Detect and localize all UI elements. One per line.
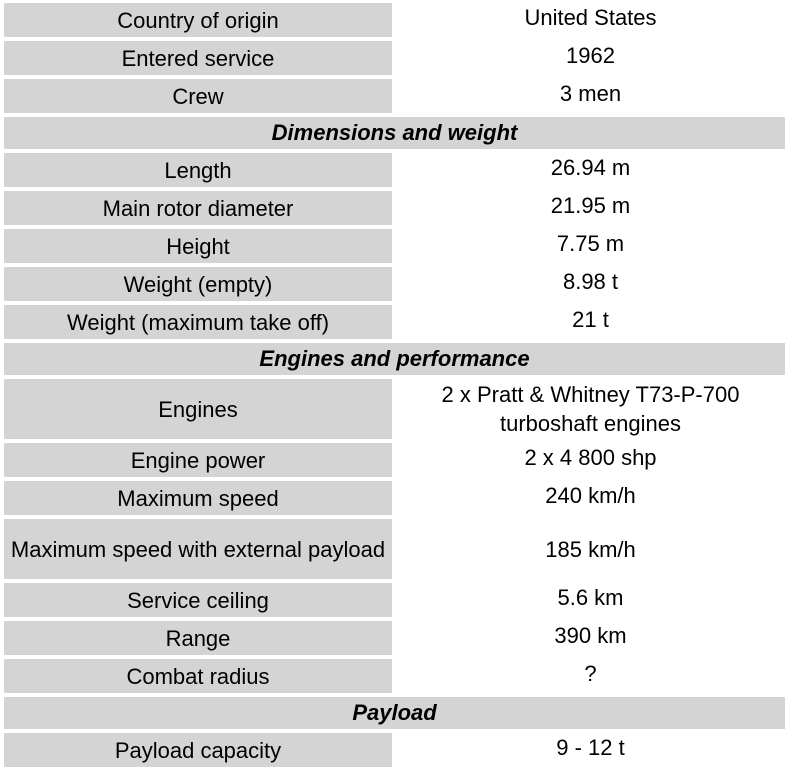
row-value: 5.6 km: [396, 583, 785, 617]
row-value: 26.94 m: [396, 153, 785, 187]
row-label: Crew: [4, 79, 392, 113]
section-header-payload: Payload: [4, 697, 785, 729]
table-row: [4, 153, 785, 187]
row-label: Weight (empty): [4, 267, 392, 301]
row-label: Engines: [4, 379, 392, 439]
row-label: Maximum speed with external payload: [4, 519, 392, 579]
row-value: 1962: [396, 41, 785, 75]
row-value: ?: [396, 659, 785, 693]
row-value: United States: [396, 3, 785, 37]
row-label: Length: [4, 153, 392, 187]
table-row: [4, 191, 785, 225]
row-value: 8.98 t: [396, 267, 785, 301]
row-label: Engine power: [4, 443, 392, 477]
row-label: Height: [4, 229, 392, 263]
row-value: 7.75 m: [396, 229, 785, 263]
table-row: [4, 519, 785, 579]
table-row: [4, 583, 785, 617]
table-row: [4, 443, 785, 477]
row-value: 2 x 4 800 shp: [396, 443, 785, 477]
table-row: [4, 733, 785, 767]
row-value: 240 km/h: [396, 481, 785, 515]
table-row: [4, 659, 785, 693]
row-label: Range: [4, 621, 392, 655]
table-row: [4, 229, 785, 263]
row-value: 390 km: [396, 621, 785, 655]
row-value: 21 t: [396, 305, 785, 339]
row-label: Weight (maximum take off): [4, 305, 392, 339]
row-value: 9 - 12 t: [396, 733, 785, 767]
row-label: Combat radius: [4, 659, 392, 693]
row-value: 3 men: [396, 79, 785, 113]
row-label: Country of origin: [4, 3, 392, 37]
row-label: Payload capacity: [4, 733, 392, 767]
specifications-table: [4, 3, 785, 771]
table-row: [4, 305, 785, 339]
section-header-dimensions: Dimensions and weight: [4, 117, 785, 149]
row-value: 21.95 m: [396, 191, 785, 225]
table-row: [4, 41, 785, 75]
table-row: [4, 3, 785, 37]
row-label: Entered service: [4, 41, 392, 75]
section-header-engines: Engines and performance: [4, 343, 785, 375]
row-label: Main rotor diameter: [4, 191, 392, 225]
table-row: [4, 267, 785, 301]
row-label: Maximum speed: [4, 481, 392, 515]
table-row: [4, 481, 785, 515]
row-value: 185 km/h: [396, 519, 785, 579]
table-row: [4, 379, 785, 439]
table-row: [4, 79, 785, 113]
table-row: [4, 621, 785, 655]
row-label: Service ceiling: [4, 583, 392, 617]
row-value: 2 x Pratt & Whitney T73-P-700 turboshaft engines: [396, 379, 785, 439]
